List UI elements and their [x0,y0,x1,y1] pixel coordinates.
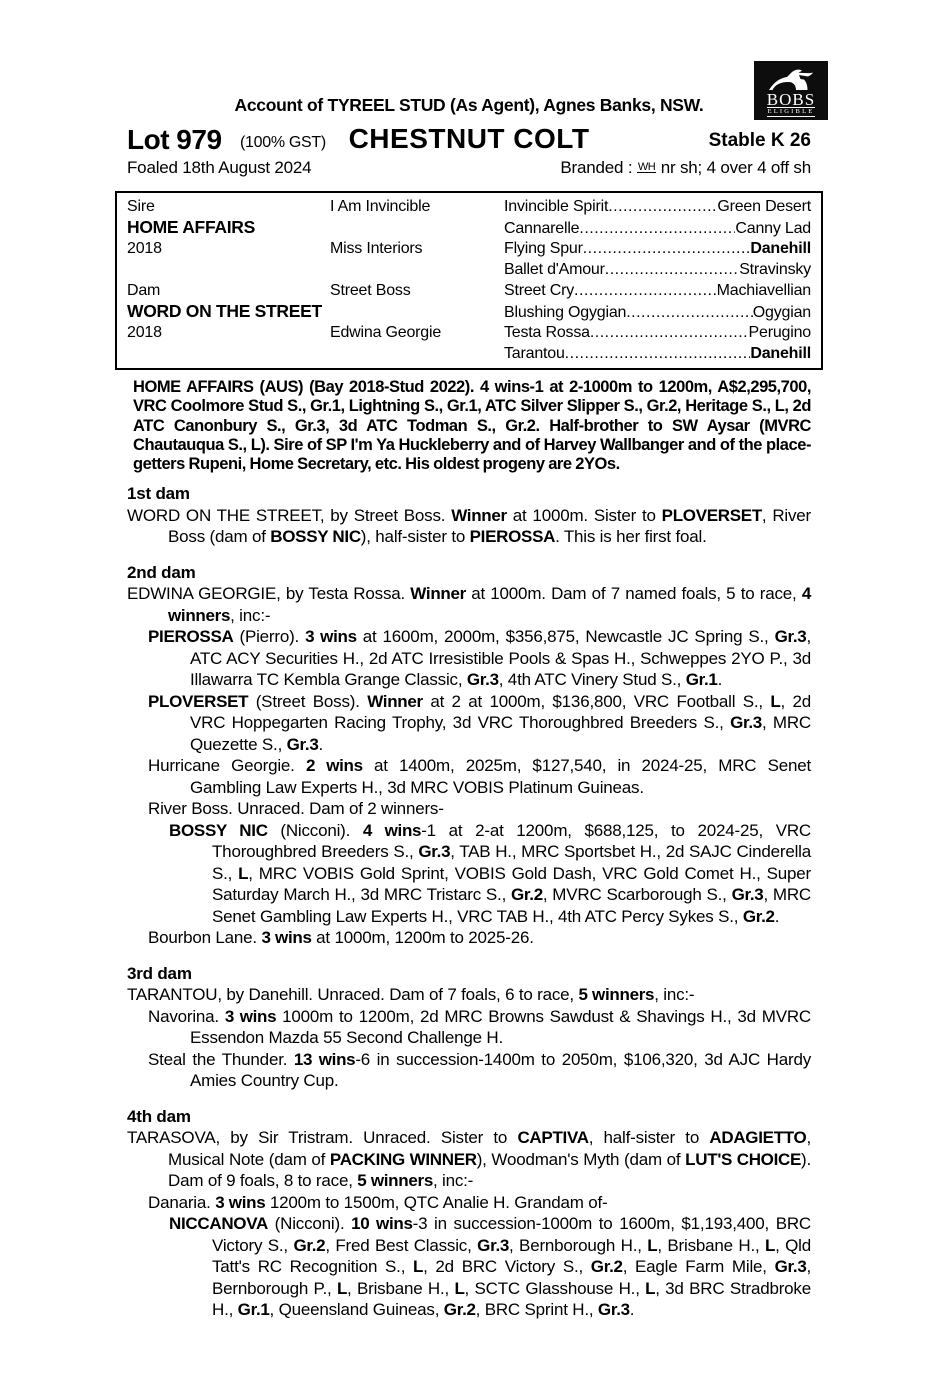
text-run: Gr.3 [597,1300,630,1320]
brand-mark-icon: WH [637,161,656,173]
dam-section-heading: 2nd dam [127,562,196,582]
ancestor-sire-name: Danehill [750,240,811,257]
ancestor-name: Blushing Ogygian [504,304,627,321]
leader-dots [605,259,739,280]
dam-section-heading: 3rd dam [127,963,192,983]
text-run: ). Dam of 9 foals, 8 to race, [168,1149,812,1191]
ancestor-sire-name: Canny Lad [735,220,811,237]
pedigree-parent-name: Miss Interiors [330,240,423,257]
text-run: 10 wins [351,1214,413,1234]
text-run: WORD ON THE STREET, by Street Boss. [127,505,452,525]
ancestor-name: Tarantou [504,345,565,362]
pedigree-row [127,280,811,301]
text-run: LUT'S CHOICE [685,1149,802,1169]
text-run: 4 wins [362,820,422,840]
text-run: CAPTIVA [517,1128,589,1148]
ancestor-name: Invincible Spirit [504,198,609,215]
text-run: , inc:- [432,1171,474,1191]
ancestor-name: Street Cry [504,282,575,299]
text-run: , 4th ATC Vinery Stud S., [498,670,686,690]
foaled-date: Foaled 18th August 2024 [127,158,312,177]
pedigree-horse-name: HOME AFFAIRS [127,217,255,237]
text-run: , inc:- [654,985,695,1005]
page-content [115,0,823,1321]
text-run: . [629,1300,635,1320]
pedigree-paragraph [127,1049,811,1092]
text-run: PLOVERSET [148,691,249,711]
pedigree-ancestor-line [504,196,811,217]
pedigree-ancestor-line [504,259,811,280]
text-run: 3 wins [224,1006,277,1026]
bobs-badge-title: BOBS [766,90,816,109]
leader-dots [574,280,717,301]
text-run: PIEROSSA [469,527,556,547]
text-run: Gr.3 [731,885,764,905]
text-run: , Queensland Guineas, [269,1300,444,1320]
pedigree-row [127,238,811,259]
lot-header-row [127,122,811,155]
text-run: . [717,670,723,690]
pedigree-row [127,301,811,322]
leader-dots [565,343,751,364]
text-run: , Brisbane H., [347,1278,455,1298]
text-run: Winner [367,691,423,711]
lot-number: Lot 979 [127,124,222,155]
pedigree-paragraph [127,626,811,691]
pedigree-role: Dam [127,282,161,299]
ancestor-sire-name: Perugino [748,324,811,341]
text-run: 3 wins [305,627,357,647]
text-run: L [238,863,249,883]
ancestor-sire-name: Green Desert [717,198,811,215]
text-run: Gr.2 [293,1235,326,1255]
text-run: Gr.3 [466,670,499,690]
text-run: L [647,1235,658,1255]
text-run: 3 wins [215,1192,266,1212]
bobs-eligible-badge [754,61,828,120]
pedigree-paragraph [127,1213,811,1321]
leader-dots [579,218,735,239]
text-run: Gr.3 [418,842,451,862]
text-run: Navorina. [148,1006,225,1026]
text-run: . [774,906,780,926]
gst-note: (100% GST) [240,134,326,151]
text-run: Winner [410,584,466,604]
text-run: ), Woodman's Myth (dam of [476,1149,686,1169]
pedigree-ancestor-line [504,218,811,239]
text-run: TARASOVA, by Sir Tristram. Unraced. Sister to [127,1128,518,1148]
ancestor-sire-name: Machiavellian [716,282,811,299]
ancestor-name: Flying Spur [504,240,583,257]
text-run: BOSSY NIC [270,527,361,547]
text-run: , 2d BRC Victory S., [423,1257,591,1277]
text-run: , TAB H., MRC Sportsbet H., 2d SAJC Cinderella S., [212,842,811,883]
text-run: -1 at 2-at 1200m, $688,125, to 2024-25, VRC Thoroughbred Breeders S., [212,820,811,862]
ancestor-name: Ballet d'Amour [504,261,605,278]
sire-summary: HOME AFFAIRS (AUS) (Bay 2018-Stud 2022). 4 wins-1 at 2-1000m to 1200m, A$2,295,700, VRC Coolmore Stud S., Gr.1, Lightning S., Gr.1, ATC Silver Slipper S., Gr.2, Heritage S., L, 2d ATC Canonbury S., Gr.3, 3d ATC Todman S., Gr.2. Half-brother to SW Aysar (MVRC Chautauqua S., L). Sire of SP I'm Ya Huckleberry and of Harvey Wallbanger and of the place-getters Rupeni, Home Secretary, etc. His oldest progeny are 2YOs. [133,378,811,474]
pedigree-parent-name: I Am Invincible [330,198,431,215]
pedigree-row [127,196,811,217]
text-run: L [336,1278,348,1298]
text-run: , ATC ACY Securities H., 2d ATC Irresistible Pools & Spas H., Schweppes 2YO P., 3d Illawarra TC Kembla Grange Classic, [190,627,811,690]
pedigree-paragraph [127,755,811,798]
text-run: Gr.3 [774,627,807,647]
pedigree-paragraph [127,1006,811,1049]
pedigree-parent-name: Edwina Georgie [330,324,442,341]
text-run: , Fred Best Classic, [325,1235,478,1255]
text-run: 5 winners [357,1171,433,1191]
text-run: , BRC Sprint H., [475,1300,598,1320]
ancestor-name: Cannarelle [504,220,580,237]
text-run: (Pierro). [233,627,306,647]
text-run: 4 winners [168,584,811,625]
text-run: (Nicconi). [268,1214,352,1234]
text-run: , Bernborough P., [212,1257,812,1298]
text-run: ADAGIETTO [709,1128,807,1148]
leader-dots [583,238,751,259]
text-run: 1200m to 1500m, QTC Analie H. Grandam of- [265,1192,608,1212]
horse-head-icon [766,69,816,92]
text-run: , Bernborough H., [509,1235,648,1255]
pedigree-ancestor-line [504,280,811,301]
text-run: at 1600m, 2000m, $356,875, Newcastle JC Spring S., [356,627,775,647]
dam-sections [127,483,811,1321]
text-run: Gr.2 [742,906,775,926]
text-run: Gr.1 [237,1300,270,1320]
text-run: L [645,1278,656,1298]
ancestor-sire-name: Danehill [750,345,811,362]
text-run: , Qld Tatt's RC Recognition S., [212,1235,811,1277]
text-run: ), half-sister to [360,527,470,547]
text-run: at 1000m, 1200m to 2025-26. [311,928,534,948]
brand-description [560,158,811,178]
pedigree-parent-name: Street Boss [330,282,411,299]
pedigree-year: 2018 [127,324,162,341]
text-run: PLOVERSET [661,505,762,525]
pedigree-row [127,322,811,343]
text-run: Danaria. [148,1192,216,1212]
text-run: , Eagle Farm Mile, [622,1257,775,1277]
text-run: , MRC VOBIS Gold Sprint, VOBIS Gold Dash, VRC Gold Comet H., Super Saturday March H., 3d MRC Tristarc S., [212,863,811,905]
text-run: , 3d BRC Stradbroke H., [212,1278,811,1320]
text-run: 5 winners [578,985,655,1005]
text-run: 3 wins [261,928,312,948]
dam-section-heading: 1st dam [127,484,190,504]
text-run: 13 wins [293,1049,356,1069]
dam-section-heading: 4th dam [127,1106,191,1126]
text-run: , SCTC Glasshouse H., [464,1278,646,1298]
text-run: L [770,691,781,711]
text-run: , MRC Quezette S., [190,713,811,754]
text-run: at 1000m. Sister to [506,505,662,525]
text-run: L [765,1235,776,1255]
text-run: at 2 at 1000m, $136,800, VRC Football S., [422,691,771,711]
pedigree-ancestor-line [504,343,811,364]
text-run: Gr.2 [511,885,543,905]
text-run: , MVRC Scarborough S., [542,885,732,905]
text-run: EDWINA GEORGIE, by Testa Rossa. [127,584,411,604]
text-run: . This is her first foal. [555,527,707,547]
bobs-badge-subtitle: ELIGIBLE [767,108,815,115]
page-title: CHESTNUT COLT [348,123,590,154]
text-run: Gr.3 [286,734,319,754]
text-run: -6 in succession-1400m to 2050m, $106,320, 3d AJC Hardy Amies Country Cup. [190,1049,811,1091]
text-run: Gr.2 [443,1300,476,1320]
text-run: PIEROSSA [148,627,234,647]
foal-brand-row [127,158,811,178]
branded-prefix: Branded : [560,158,637,177]
text-run: 2 wins [305,756,363,776]
text-run: L [454,1278,465,1298]
pedigree-paragraph [127,1192,811,1214]
text-run: Gr.3 [774,1257,807,1277]
leader-dots [608,196,717,217]
text-run: NICCANOVA [169,1214,268,1234]
text-run: (Nicconi). [267,820,363,840]
text-run: Gr.3 [477,1235,510,1255]
text-run: Hurricane Georgie. [148,756,306,776]
text-run: Steal the Thunder. [148,1049,294,1069]
text-run: Winner [451,505,507,525]
pedigree-paragraph [127,820,811,928]
text-run: L [413,1257,424,1277]
text-run: Gr.2 [590,1257,623,1277]
text-run: at 1000m. Dam of 7 named foals, 5 to race, [465,584,802,604]
pedigree-ancestor-line [504,302,811,323]
text-run: at 1400m, 2025m, $127,540, in 2024-25, MRC Senet Gambling Law Experts H., 3d MRC VOBIS Platinum Guineas. [190,756,812,797]
pedigree-ancestor-line [504,238,811,259]
text-run: Gr.3 [730,713,762,733]
text-run: TARANTOU, by Danehill. Unraced. Dam of 7 foals, 6 to race, [127,985,579,1005]
text-run: Gr.1 [685,670,718,690]
stable-number: Stable K 26 [708,130,811,151]
pedigree-row [127,343,811,364]
text-run: BOSSY NIC [169,820,268,840]
ancestor-sire-name: Ogygian [752,304,811,321]
text-run: 1000m to 1200m, 2d MRC Browns Sawdust & Shavings H., 3d MVRC Essendon Mazda 55 Second Challenge H. [190,1006,812,1048]
pedigree-row [127,217,811,238]
text-run: Bourbon Lane. [148,928,262,948]
pedigree-paragraph [127,691,811,756]
text-run: , inc:- [230,605,271,625]
pedigree-paragraph [127,927,811,949]
pedigree-horse-name: WORD ON THE STREET [127,301,322,321]
text-run: , half-sister to [588,1128,710,1148]
text-run: -3 in succession-1000m to 1600m, $1,193,400, BRC Victory S., [212,1214,811,1255]
text-run: , MRC Senet Gambling Law Experts H., VRC TAB H., 4th ATC Percy Sykes S., [212,885,812,926]
pedigree-ancestor-line [504,322,811,343]
pedigree-role: Sire [127,198,155,215]
pedigree-table [115,191,823,370]
leader-dots [590,322,749,343]
ancestor-name: Testa Rossa [504,324,590,341]
pedigree-paragraph [127,1127,811,1192]
vendor-account-line: Account of TYREEL STUD (As Agent), Agnes Banks, NSW. [234,95,704,115]
text-run: PACKING WINNER [329,1149,477,1169]
pedigree-paragraph [127,505,811,548]
text-run: , 2d VRC Hoppegarten Racing Trophy, 3d VRC Thoroughbred Breeders S., [190,691,811,733]
branded-suffix: nr sh; 4 over 4 off sh [656,158,811,177]
text-run: (Street Boss). [248,691,368,711]
pedigree-paragraph [127,583,811,626]
pedigree-year: 2018 [127,240,162,257]
text-run: . [318,734,324,754]
ancestor-sire-name: Stravinsky [739,261,811,278]
pedigree-row [127,259,811,280]
text-run: , Brisbane H., [657,1235,766,1255]
pedigree-paragraph [127,984,811,1006]
leader-dots [626,302,753,323]
pedigree-paragraph [127,798,811,820]
text-run: , River Boss (dam of [168,505,812,547]
text-run: River Boss. Unraced. Dam of 2 winners- [148,799,444,819]
text-run: , Musical Note (dam of [168,1128,812,1169]
